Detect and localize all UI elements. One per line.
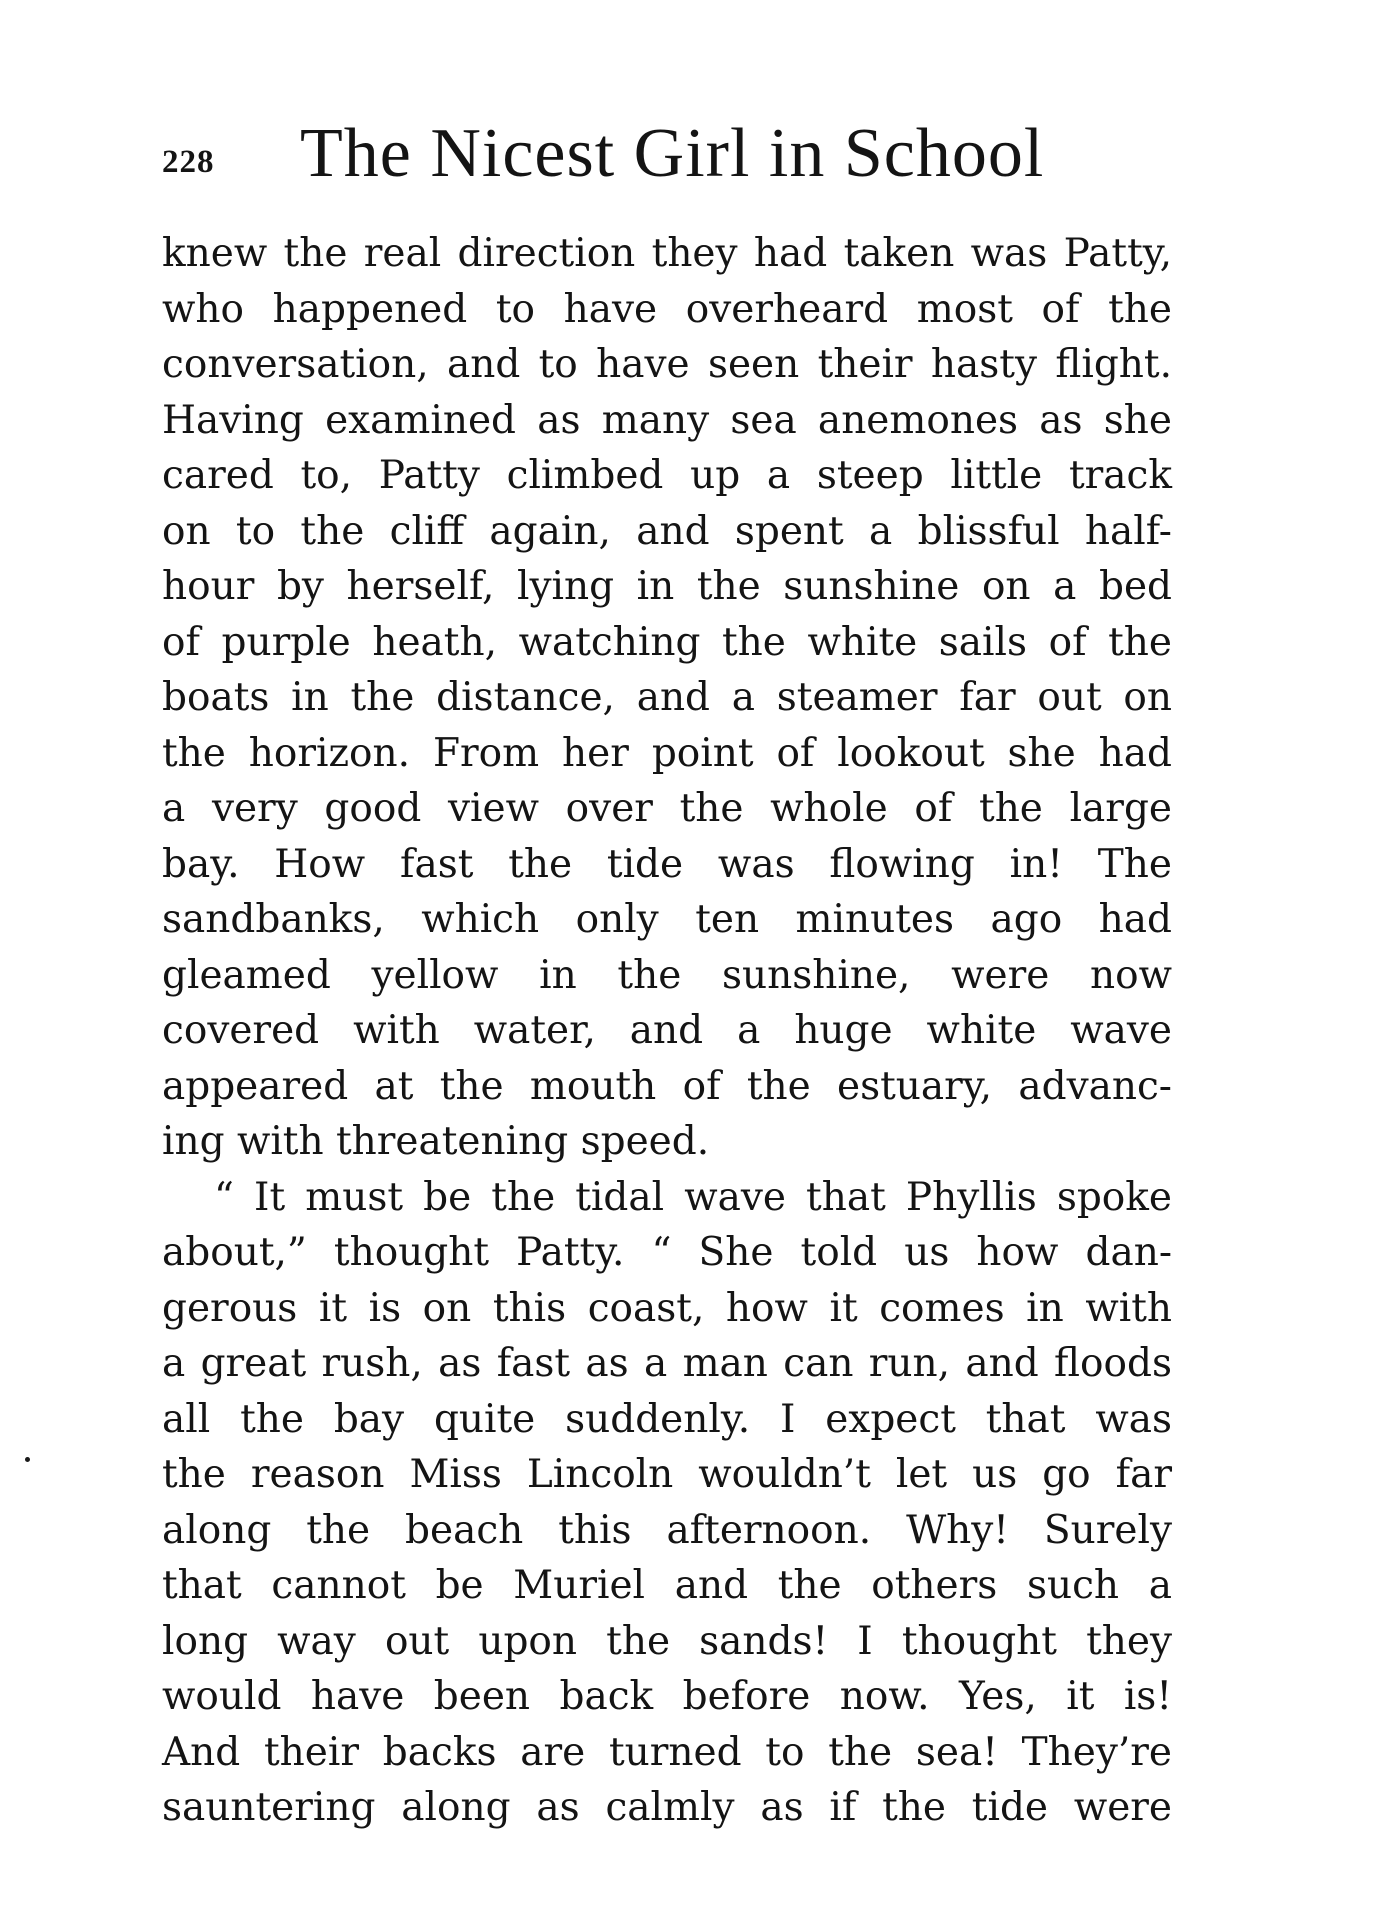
text-line: a great rush, as fast as a man can run, and floods (162, 1341, 1172, 1386)
text-line: covered with water, and a huge white wave (162, 1008, 1172, 1053)
running-title: The Nicest Girl in School (300, 115, 1045, 192)
text-line: knew the real direction they had taken was Patty, (162, 231, 1172, 276)
text-line: boats in the distance, and a steamer far out on (162, 675, 1172, 720)
text-line: a very good view over the whole of the large (162, 786, 1172, 831)
text-line: sandbanks, which only ten minutes ago had (162, 897, 1172, 942)
text-line: who happened to have overheard most of the (162, 286, 1172, 332)
text-line: on to the cliff again, and spent a blissful half- (162, 508, 1172, 554)
text-line: all the bay quite suddenly. I expect that was (162, 1396, 1172, 1442)
text-line: about,” thought Patty. “ She told us how dan- (162, 1230, 1172, 1275)
text-line: ing with threatening speed. (162, 1119, 710, 1164)
text-line: hour by herself, lying in the sunshine on a bed (162, 564, 1172, 609)
text-line: the horizon. From her point of lookout she had (162, 730, 1172, 776)
text-line: along the beach this afternoon. Why! Surely (162, 1507, 1172, 1553)
text-line: bay. How fast the tide was flowing in! The (162, 841, 1172, 887)
text-line: Having examined as many sea anemones as she (162, 397, 1172, 443)
text-line: gerous it is on this coast, how it comes in with (162, 1285, 1172, 1331)
text-line: sauntering along as calmly as if the tide were (162, 1785, 1172, 1830)
print-speck (25, 1457, 30, 1462)
text-line: gleamed yellow in the sunshine, were now (162, 952, 1172, 998)
text-line: would have been back before now. Yes, it is! (162, 1674, 1172, 1719)
page-number: 228 (162, 144, 215, 180)
text-line: And their backs are turned to the sea! They’re (162, 1729, 1172, 1775)
page-header (162, 112, 1062, 202)
text-line: “ It must be the tidal wave that Phyllis spoke (214, 1174, 1172, 1220)
text-line: that cannot be Muriel and the others such a (162, 1563, 1172, 1608)
text-line: appeared at the mouth of the estuary, advanc- (162, 1063, 1172, 1109)
text-line: the reason Miss Lincoln wouldn’t let us go far (162, 1452, 1172, 1497)
text-line: conversation, and to have seen their hasty flight. (162, 342, 1172, 387)
text-line: cared to, Patty climbed up a steep little track (162, 453, 1172, 498)
body-text (162, 226, 1172, 1836)
text-line: of purple heath, watching the white sails of the (162, 619, 1172, 665)
text-line: long way out upon the sands! I thought they (162, 1618, 1172, 1664)
